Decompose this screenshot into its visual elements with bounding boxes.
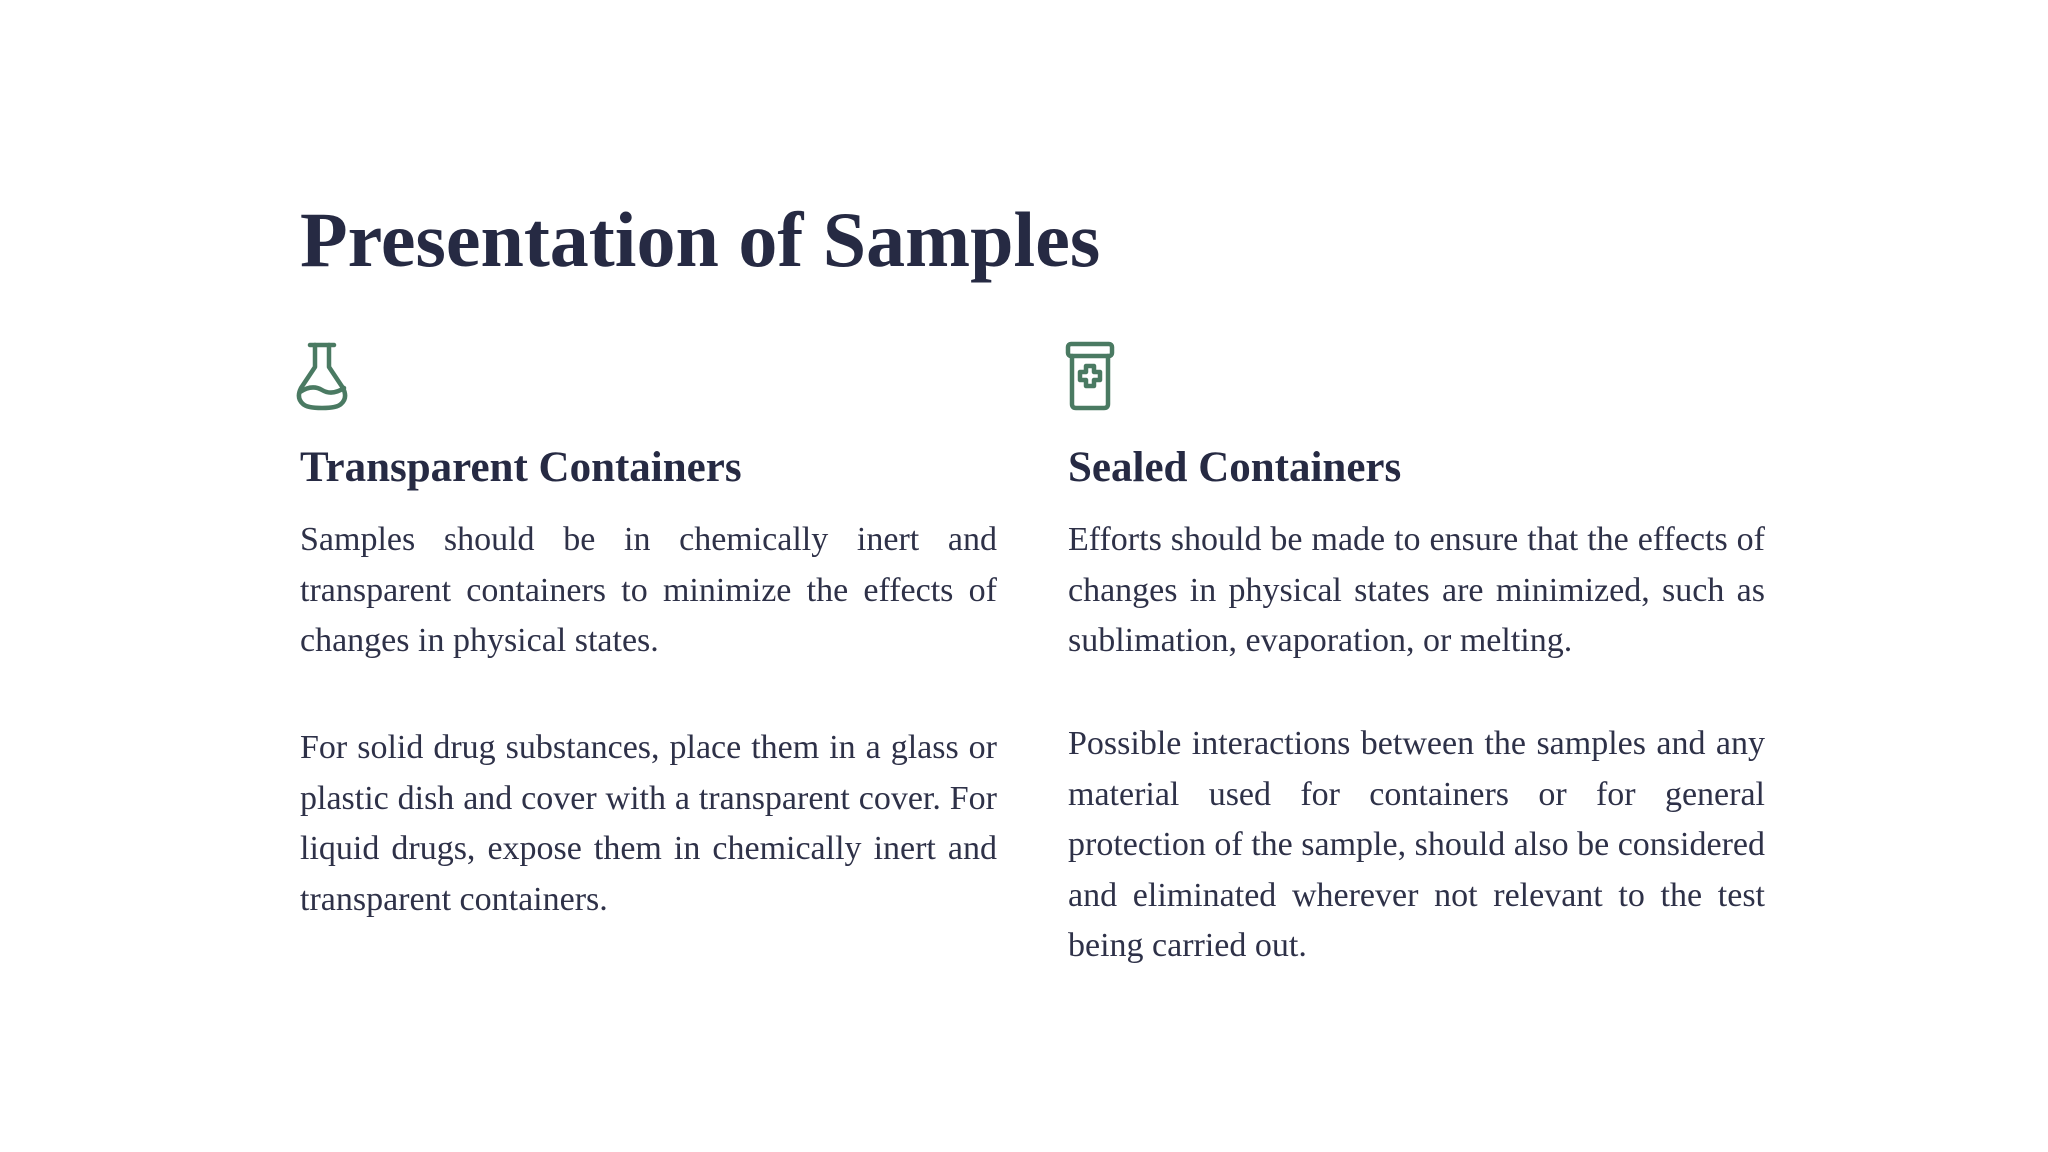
section-paragraph: Efforts should be made to ensure that the effects of changes in physical states are minimized, such as sublimation, evaporation, or melting. <box>1068 521 1765 659</box>
section-paragraph: For solid drug substances, place them in a glass or plastic dish and cover with a transparent cover. For liquid drugs, expose them in chemically inert and transparent containers. <box>300 729 997 918</box>
flask-icon <box>290 340 354 412</box>
section-heading: Transparent Containers <box>300 444 742 491</box>
page-title: Presentation of Samples <box>300 196 1101 283</box>
medicine-jar-icon <box>1058 340 1122 412</box>
section-heading: Sealed Containers <box>1068 444 1402 491</box>
section-paragraph: Possible interactions between the samples and any material used for containers or for general protection of the sample, should also be considered and eliminated wherever not relevant to the test being carried out. <box>1068 725 1765 964</box>
section-paragraph: Samples should be in chemically inert and transparent containers to minimize the effects of changes in physical states. <box>300 521 997 659</box>
